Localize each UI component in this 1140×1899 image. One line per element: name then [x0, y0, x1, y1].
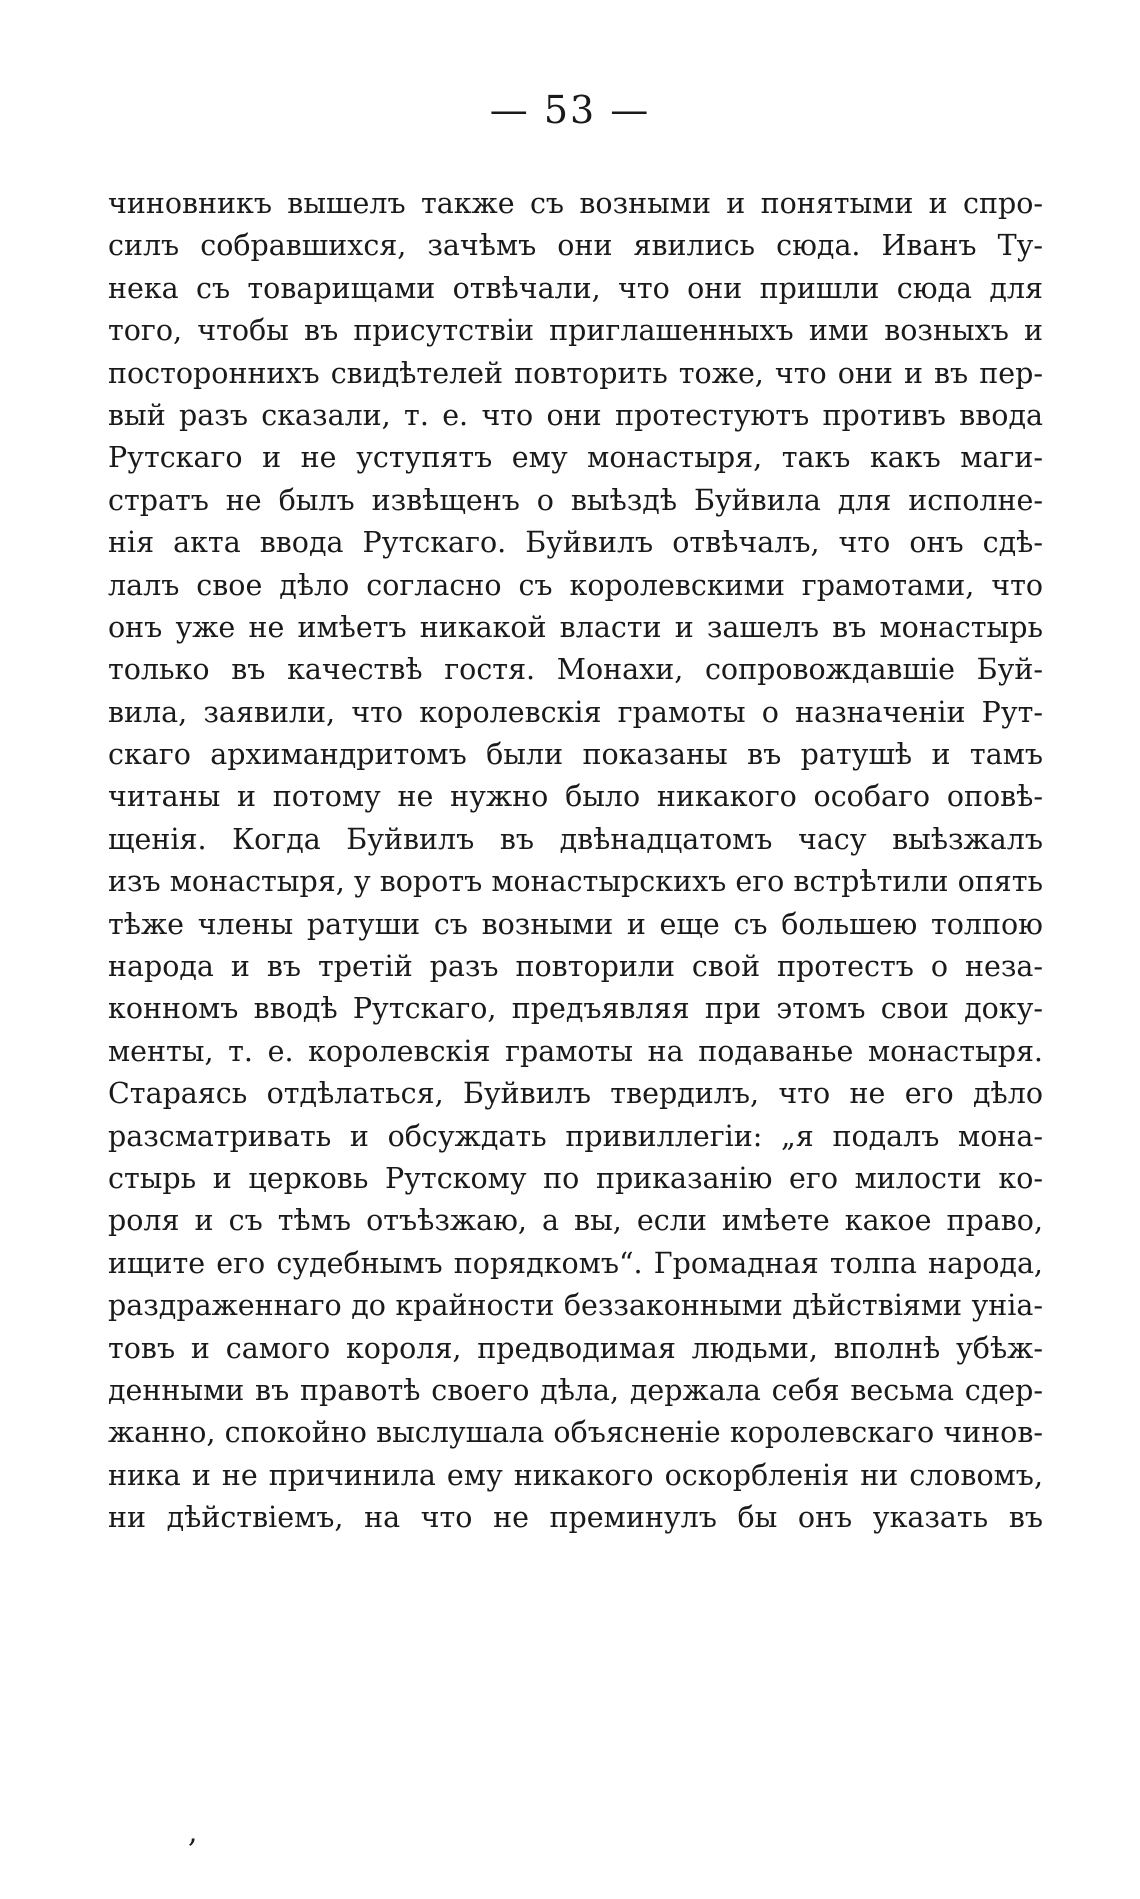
text-line: изъ монастыря, у воротъ монастырскихъ его встрѣтили опять: [108, 865, 1043, 899]
text-line: только въ качествѣ гостя. Монахи, сопровождавшіе Буй-: [108, 653, 1043, 687]
text-line: стратъ не былъ извѣщенъ о выѣздѣ Буйвила для исполне-: [108, 483, 1043, 517]
text-line: стырь и церковь Рутскому по приказанію его милости ко-: [108, 1161, 1043, 1195]
text-line: жанно, спокойно выслушала объясненіе королевскаго чинов-: [108, 1416, 1043, 1450]
text-line: силъ собравшихся, зачѣмъ они явились сюда. Иванъ Ту-: [108, 229, 1043, 263]
text-line: разсматривать и обсуждать привиллегіи: „я подалъ мона-: [108, 1119, 1043, 1153]
text-line: того, чтобы въ присутствіи приглашенныхъ ими возныхъ и: [108, 314, 1043, 348]
text-line: нія акта ввода Рутскаго. Буйвилъ отвѣчалъ, что онъ сдѣ-: [108, 526, 1043, 560]
text-line: щенія. Когда Буйвилъ въ двѣнадцатомъ часу выѣзжалъ: [108, 822, 1043, 856]
text-line: роля и съ тѣмъ отъѣзжаю, а вы, если имѣете какое право,: [108, 1204, 1043, 1238]
body-text: [108, 183, 1043, 1540]
text-line: постороннихъ свидѣтелей повторить тоже, что они и въ пер-: [108, 356, 1043, 390]
text-line: вила, заявили, что королевскія грамоты о назначеніи Рут-: [108, 695, 1043, 729]
text-line: ищите его судебнымъ порядкомъ“. Громадная толпа народа,: [108, 1246, 1043, 1280]
text-line: Рутскаго и не уступятъ ему монастыря, такъ какъ маги-: [108, 441, 1043, 475]
text-line: конномъ вводѣ Рутскаго, предъявляя при этомъ свои доку-: [108, 992, 1043, 1026]
text-line: денными въ правотѣ своего дѣла, держала себя весьма сдер-: [108, 1373, 1043, 1407]
text-line: читаны и потому не нужно было никакого особаго оповѣ-: [108, 780, 1043, 814]
text-line: ника и не причинила ему никакого оскорбленія ни словомъ,: [108, 1458, 1043, 1492]
text-line: народа и въ третій разъ повторили свой протестъ о неза-: [108, 950, 1043, 984]
stray-ink-mark: ,: [188, 1815, 198, 1850]
text-line: тѣже члены ратуши съ возными и еще съ большею толпою: [108, 907, 1043, 941]
text-line: чиновникъ вышелъ также съ возными и понятыми и спро-: [108, 187, 1043, 220]
text-line: Стараясь отдѣлаться, Буйвилъ твердилъ, что не его дѣло: [108, 1077, 1043, 1111]
text-line: менты, т. е. королевскія грамоты на подаванье монастыря.: [108, 1034, 1043, 1068]
text-line: скаго архимандритомъ были показаны въ ратушѣ и тамъ: [108, 738, 1043, 772]
page-number: — 53 —: [489, 88, 651, 132]
text-line: нека съ товарищами отвѣчали, что они пришли сюда для: [108, 271, 1043, 305]
text-line: раздраженнаго до крайности беззаконными дѣйствіями уніа-: [108, 1289, 1043, 1323]
text-line: вый разъ сказали, т. е. что они протестуютъ противъ ввода: [108, 398, 1043, 432]
text-line: ни дѣйствіемъ, на что не преминулъ бы онъ указать въ: [108, 1501, 1043, 1535]
text-line: товъ и самого короля, предводимая людьми, вполнѣ убѣж-: [108, 1331, 1043, 1365]
text-line: лалъ свое дѣло согласно съ королевскими грамотами, что: [108, 568, 1043, 602]
text-line: онъ уже не имѣетъ никакой власти и зашелъ въ монастырь: [108, 610, 1043, 644]
